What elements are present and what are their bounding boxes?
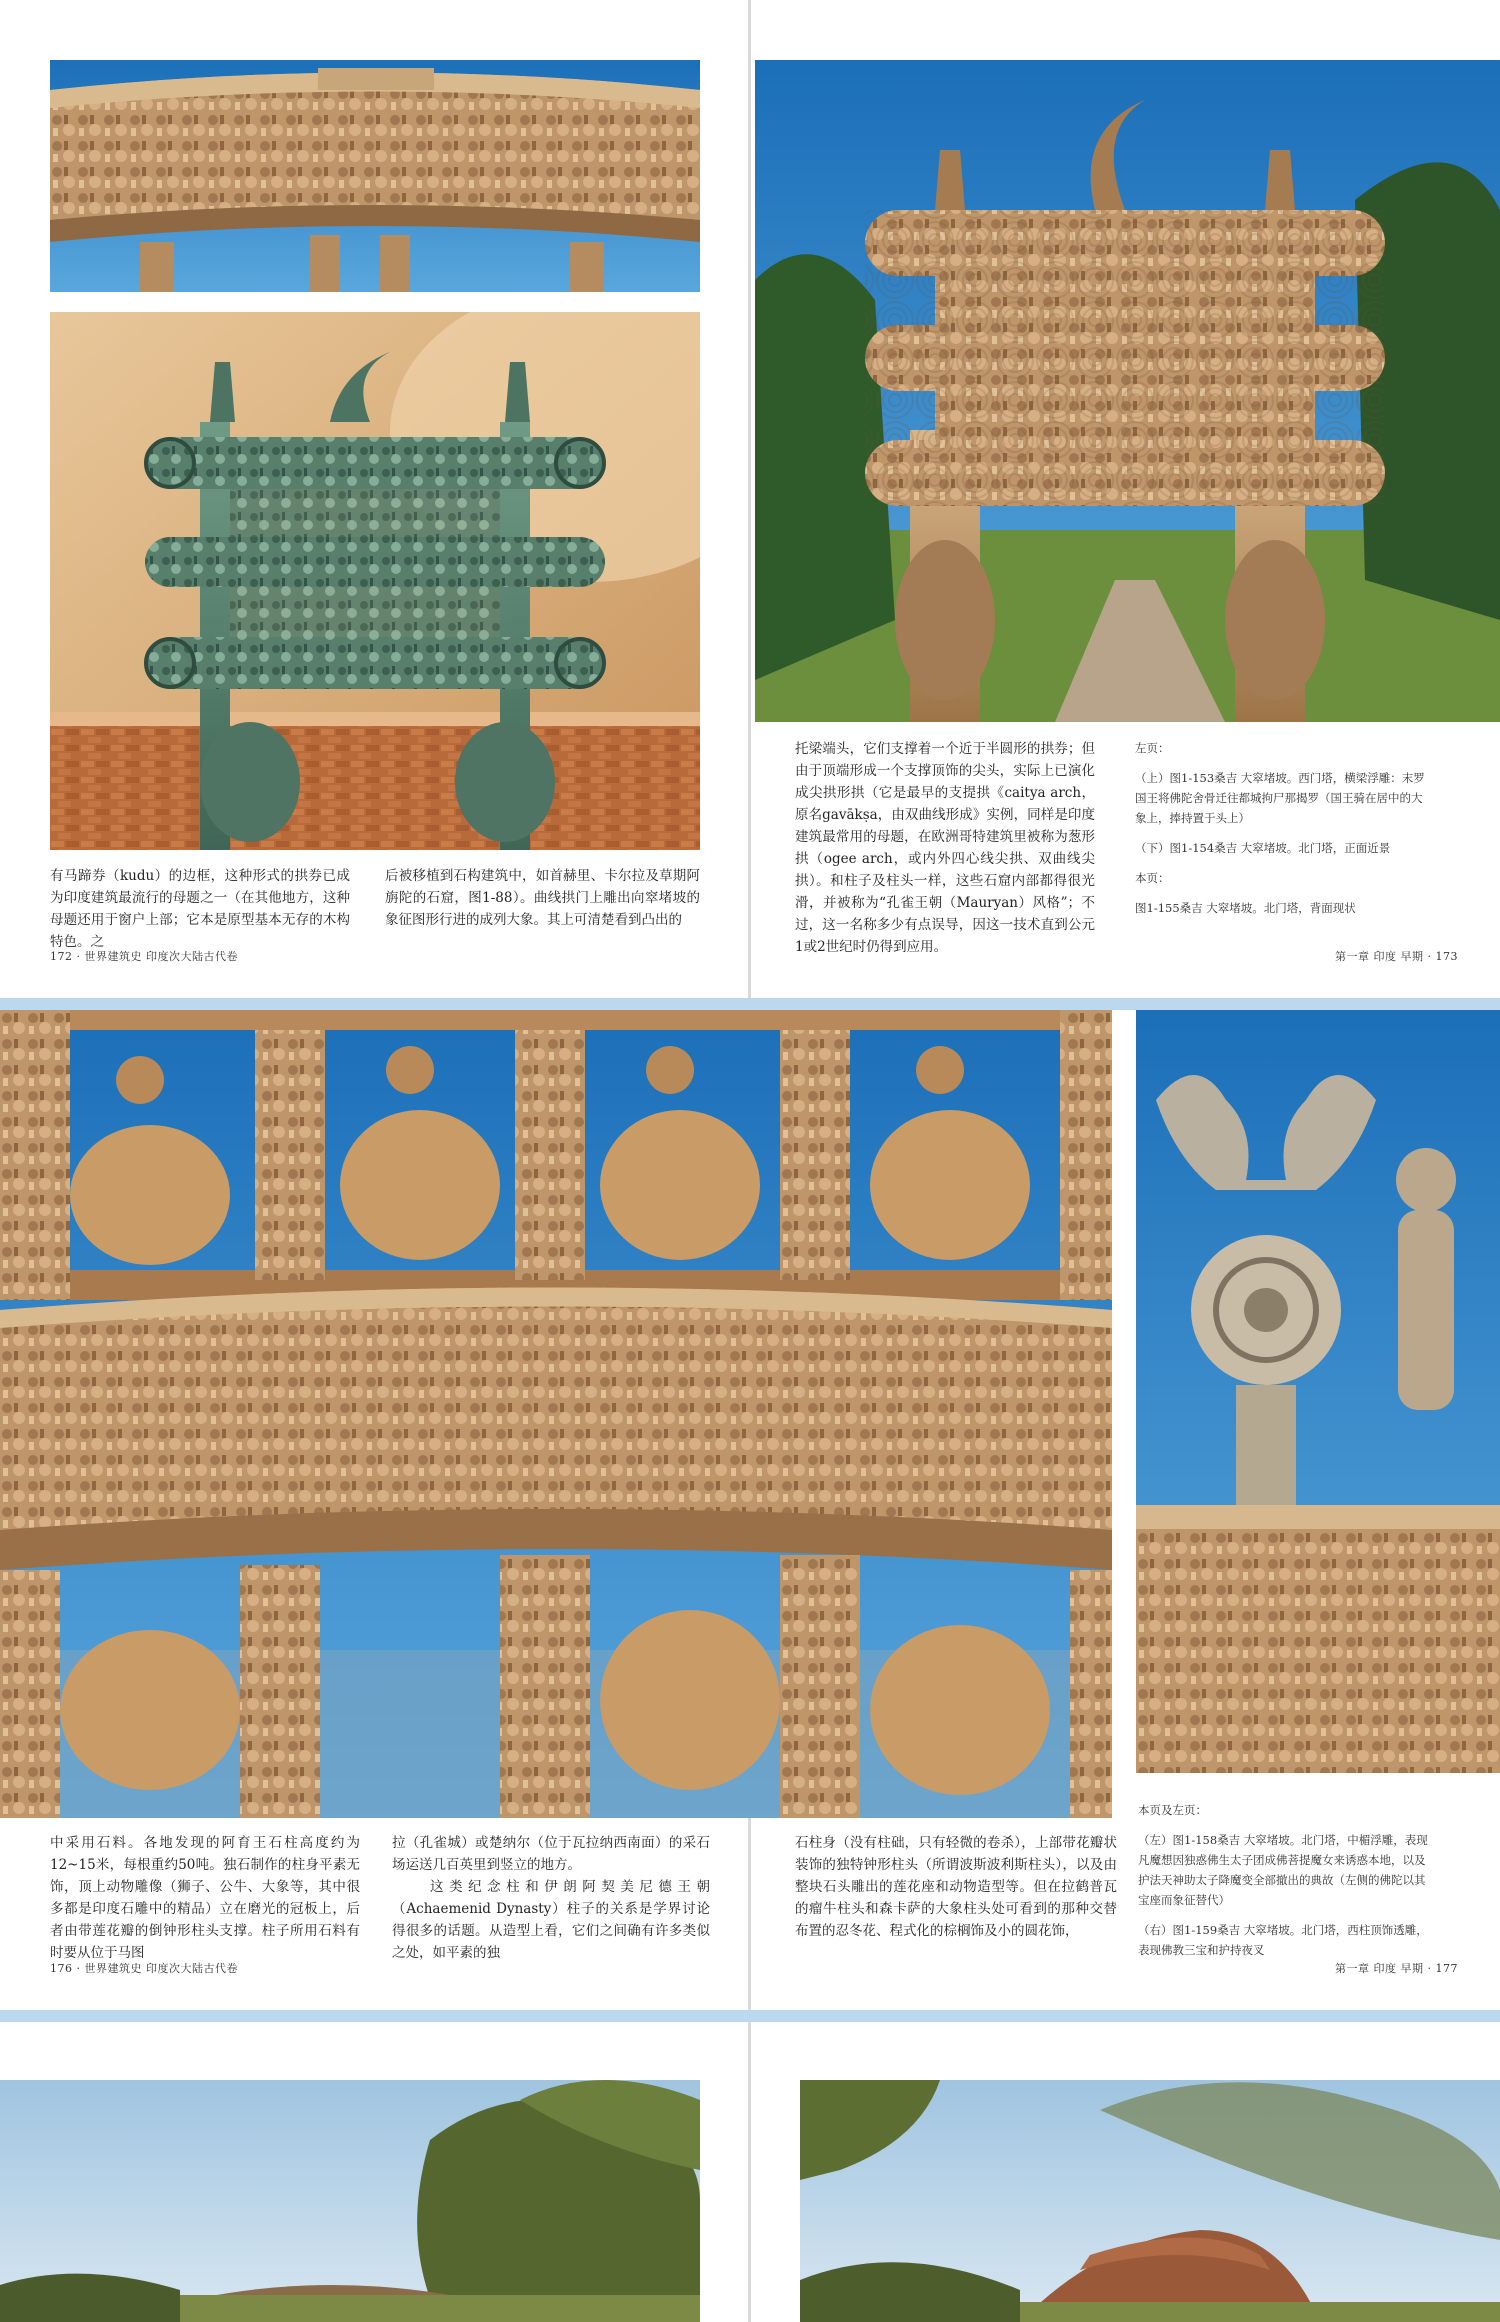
caption-heading-spread: 本页及左页： <box>1138 1803 1207 1817</box>
book-spread-2 <box>0 1010 1500 2010</box>
book-spread-1 <box>0 0 1500 998</box>
caption-heading-left-page: 左页： <box>1135 741 1170 755</box>
page-177-body-text: 石柱身（没有柱础，只有轻微的卷杀），上部带花瓣状装饰的独特钟形柱头（所谓波斯波利斯柱头），以及由整块石头雕出的莲花座和动物造型等。但在拉鹤普瓦的瘤牛柱头和森卡萨的大象柱头处可看到的那种交替布置的忍冬花、程式化的棕榈饰及小的圆花饰， <box>795 1835 1117 1939</box>
caption-heading-this-page: 本页： <box>1135 871 1170 885</box>
page-gutter <box>748 2022 751 2322</box>
torana-gateway-back-view-photo <box>755 60 1500 722</box>
stupa-landscape-photo-right <box>800 2080 1500 2322</box>
page-173-body-text: 托梁端头，它们支撑着一个近于半圆形的拱券；但由于顶端形成一个支撑顶饰的尖头，实际上已演化成尖拱形拱（它是最早的支提拱《caitya arch，原名gavākṣa，由双曲线形成》实例，同样是印度建筑最常用的母题，在欧洲哥特建筑里被称为葱形拱（ogee arch，或内外四心线尖拱、双曲线尖拱）。和柱子及柱头一样，这些石窟内部都得很光滑，并被称为“孔雀王朝（Mauryan）风格”；不过，这一名称多少有点误导，因这一技术直到公元1或2世纪时仍得到应用。 <box>795 741 1095 955</box>
book-spread-3 <box>0 2022 1500 2322</box>
page-176-body-text-col2: 拉（孔雀城）或楚纳尔（位于瓦拉纳西南面）的采石场运送几百英里到竖立的地方。 这类纪念柱和伊朗阿契美尼德王朝（Achaemenid Dynasty）柱子的关系是学界讨论得很多的话题。从造型上看，它们之间确有许多类似之处，如平素的独 <box>392 1835 710 1961</box>
caption-fig-1-154: （下）图1-154桑吉 大窣堵坡。北门塔，正面近景 <box>1135 841 1391 855</box>
page-172-body-text-col2: 后被移植到石构建筑中，如首赫里、卡尔拉及草期阿旃陀的石窟，图1-88）。曲线拱门上雕出向窣堵坡的象征图形行进的成列大象。其上可清楚看到凸出的 <box>385 868 700 928</box>
page-173-captions <box>1135 738 1425 928</box>
page-177-captions <box>1138 1800 1428 1970</box>
stupa-landscape-photo-left <box>0 2080 700 2322</box>
caption-fig-1-153: （上）图1-153桑吉 大窣堵坡。西门塔，横梁浮雕：末罗国王将佛陀舍骨迁往都城拘尸那揭罗（国王骑在居中的大象上，捧持置于头上） <box>1135 771 1425 825</box>
triratna-finial-photo <box>1136 1010 1500 1773</box>
spread-divider <box>0 998 1500 1010</box>
folio-173: 第一章 印度 早期 · 173 <box>1335 950 1458 963</box>
torana-frieze-closeup-photo <box>0 1010 1112 1818</box>
green-torana-gateway-photo <box>50 312 700 850</box>
folio-176: 176 · 世界建筑史 印度次大陆古代卷 <box>50 1962 238 1975</box>
caption-fig-1-159: （右）图1-159桑吉 大窣堵坡。北门塔，西柱顶饰透雕，表现佛教三宝和护持夜叉 <box>1138 1923 1428 1957</box>
page-172-body-text: 有马蹄券（kudu）的边框，这种形式的拱券已成为印度建筑最流行的母题之一（在其他地方，这种母题还用于窗户上部；它本是原型基本无存的木构特色。之 <box>50 868 350 950</box>
folio-172: 172 · 世界建筑史 印度次大陆古代卷 <box>50 950 238 963</box>
caption-fig-1-155: 图1-155桑吉 大窣堵坡。北门塔，背面现状 <box>1135 901 1356 915</box>
spread-divider <box>0 2010 1500 2022</box>
page-gutter <box>748 0 751 998</box>
folio-177: 第一章 印度 早期 · 177 <box>1335 1962 1458 1975</box>
page-176-body-text: 中采用石料。各地发现的阿育王石柱高度约为12~15米，每根重约50吨。独石制作的柱身平素无饰，顶上动物雕像（狮子、公牛、大象等，其中很多都是印度石雕中的精品）立在磨光的冠板上，后者由带莲花瓣的倒钟形柱头支撑。柱子所用石料有时要从位于马图 <box>50 1835 360 1961</box>
sculpted-torana-lintel-photo <box>50 60 700 292</box>
caption-fig-1-158: （左）图1-158桑吉 大窣堵坡。北门塔，中楣浮雕，表现凡魔想因独惑佛生太子团成佛菩提魔女来诱惑本地，以及护法天神助太子降魔变全部撤出的典故（左侧的佛陀以其宝座而象征替代） <box>1138 1833 1428 1907</box>
